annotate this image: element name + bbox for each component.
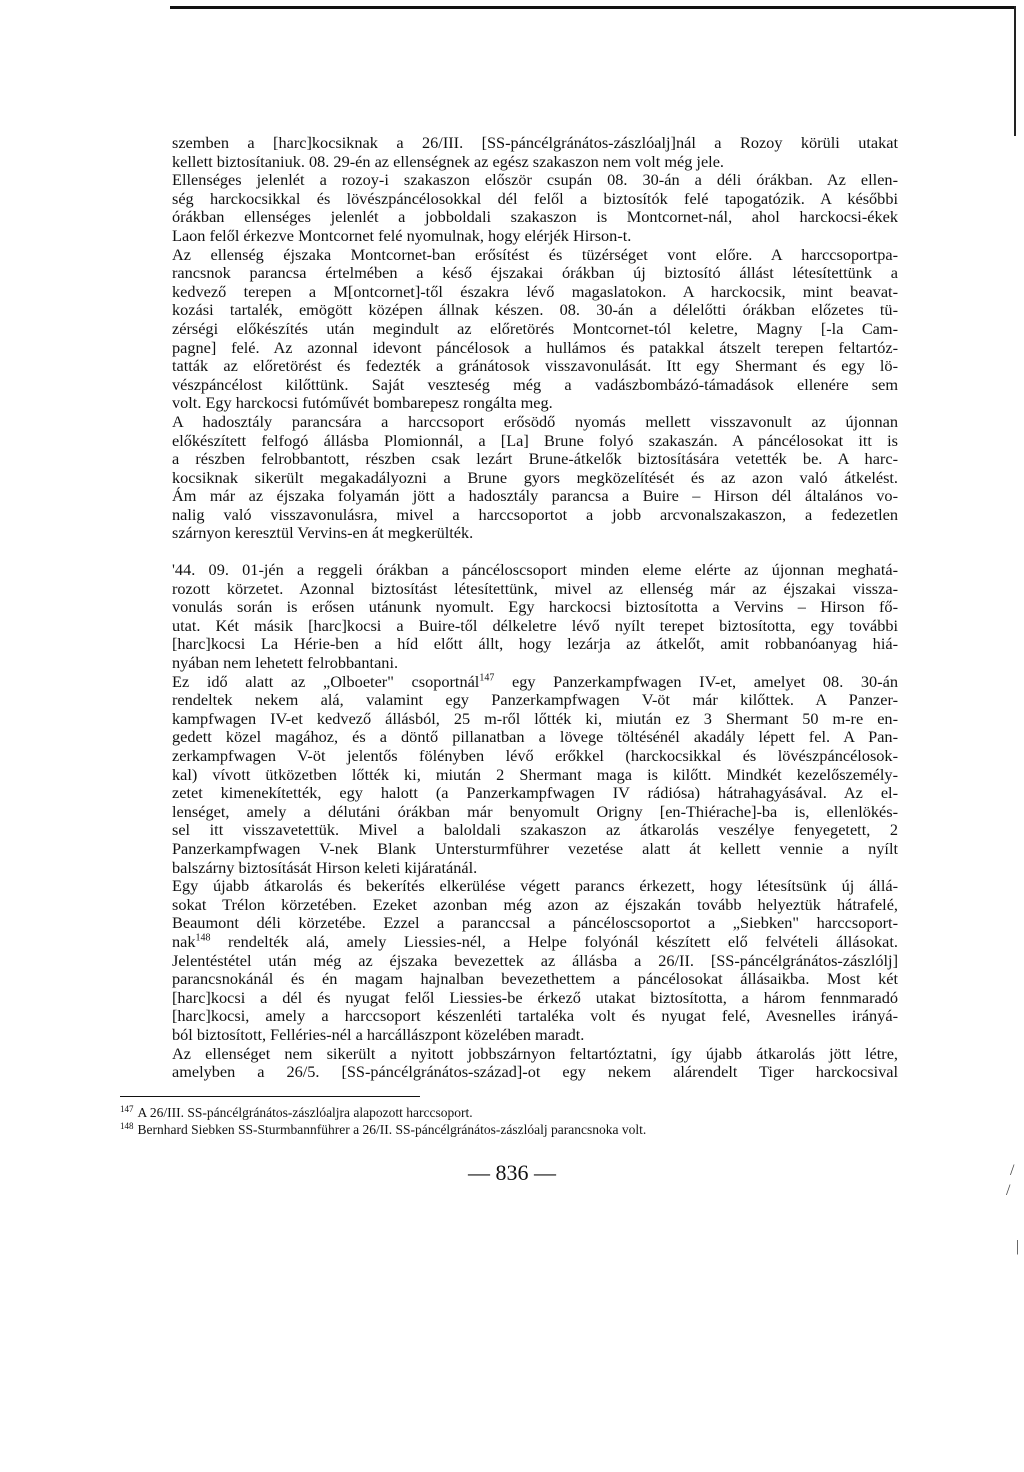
text-line: Ellenséges jelenlét a rozoy-i szakaszon először csupán 08. 30-án a déli órákban. Az ellen- bbox=[172, 170, 898, 190]
text-line: Az ellenség éjszaka Montcornet-ban erősítést és tüzérséget vont előre. A harccsoportpa- bbox=[172, 244, 898, 264]
footnote-separator bbox=[120, 1096, 420, 1097]
text-line: lenséget, amely a délutáni órákban már benyomult Origny [en-Thiérache]-ba is, ellenlökés- bbox=[172, 801, 898, 821]
footnote-ref: 148 bbox=[195, 932, 211, 944]
text-line: kedvező terepen a M[ontcornet]-től északra lévő magaslatokon. A harckocsik, mint beavat- bbox=[172, 281, 898, 301]
text-line: ség harckocsikkal és lövészpáncélosokkal dél felől a biztosítók felé tapogatózik. A későbbi bbox=[172, 188, 898, 208]
text-line: rancsnok parancsa értelmében a késő éjszakai órákban új biztosító állást létesítettünk a bbox=[172, 263, 898, 283]
text-line: órákban ellenséges jelenlét a jobboldali szakaszon is Montcornet-nál, ahol harckocsi-ékek bbox=[172, 207, 898, 227]
text-line: kocsiknak sikerült megakadályozni a Brune gyors megközelítését és az azon való átkelést. bbox=[172, 467, 898, 487]
footnote bbox=[120, 1104, 880, 1121]
text-line: Egy újabb átkarolás és bekerítés elkerülése végett parancs érkezett, hogy létesítsünk új állá- bbox=[172, 876, 898, 896]
text-line: előkészített felfogó állásba Plomionnál, a [La] Brune folyó szakaszán. A páncélosokat itt is bbox=[172, 430, 898, 450]
text-line: [harc]kocsi a dél és nyugat felől Liessies-be érkező utakat biztosította, a három fennmaradó bbox=[172, 987, 898, 1007]
text-line: utat. Két másik [harc]kocsi a Buire-től délkeletre lévő nyílt terepet biztosította, egy további bbox=[172, 615, 898, 635]
text-line: volt. Egy harckocsi futóművét bombarepesz rongálta meg. bbox=[172, 393, 553, 413]
page-number: — 836 — bbox=[468, 1160, 556, 1185]
footnote-text: Bernhard Siebken SS-Sturmbannführer a 26/II. SS-páncélgránátos-zászlóalj parancsnoka volt. bbox=[137, 1122, 647, 1137]
body-text bbox=[172, 134, 898, 1082]
paragraph-gap bbox=[172, 543, 898, 561]
footnotes bbox=[120, 1104, 880, 1138]
text-line: gedett közel magához, és a döntő pillanatban a lövege töltésénél akadály lépett fel. A Pan- bbox=[172, 727, 898, 747]
footnote bbox=[120, 1121, 880, 1138]
text-line: kellett biztosítaniuk. 08. 29-én az ellenségnek az egész szakaszon nem volt még jele. bbox=[172, 151, 725, 171]
text-line: tatták az előretörést és fedezték a gránátosok visszavonulását. Itt egy Shermant és egy lö- bbox=[172, 356, 898, 376]
text-line: sokat Trélon körzetében. Ezeket azonban még azon az éjszakán tovább helyeztük hátrafelé, bbox=[172, 894, 898, 914]
text-line: szárnyon keresztül Vervins-en át megkerülték. bbox=[172, 523, 474, 543]
footnote-number: 147 bbox=[120, 1103, 134, 1114]
text-line: zetet kimenekítették, egy halott (a Panzerkampfwagen IV rádiósa) hátrahagyásával. Az el- bbox=[172, 783, 898, 803]
margin-mark: / bbox=[1006, 1182, 1011, 1199]
text-line: szemben a [harc]kocsiknak a 26/III. [SS-páncélgránátos-zászlóalj]nál a Rozoy körüli utakat bbox=[172, 133, 898, 152]
text-line: pagne] felé. Az azonnal idevont páncélosok a hullámos és patakkal átszelt terepen feltartóz- bbox=[172, 337, 898, 357]
text-line: ból biztosított, Felléries-nél a harcállászpont közelében maradt. bbox=[172, 1024, 585, 1044]
top-border-line bbox=[170, 6, 1016, 9]
text-line: '44. 09. 01-jén a reggeli órákban a páncéloscsoport minden eleme elérte az újonnan meghatá- bbox=[172, 560, 898, 580]
text-line: kozási tartalék, emögött középen állnak készen. 08. 30-án a délelőtti órákban előzetes tü- bbox=[172, 300, 898, 320]
text-line: nalig való visszavonulásra, mivel a harccsoportot a jobb arcvonalszakaszon, a fedezetlen bbox=[172, 504, 898, 524]
text-line: rendeltek nekem alá, valamint egy Panzerkampfwagen V-öt már kilőttek. A Panzer- bbox=[172, 690, 898, 710]
text-line: balszárny biztosítását Hirson keleti kijáratánál. bbox=[172, 857, 478, 877]
footnote-number: 148 bbox=[120, 1120, 134, 1131]
text-line: sel itt visszavetettük. Mivel a baloldali szakaszon az átkarolás veszélye fenyegetett, 2 bbox=[172, 820, 898, 840]
footnote-text: A 26/III. SS-páncélgránátos-zászlóaljra alapozott harccsoport. bbox=[137, 1105, 473, 1120]
text-line: Az ellenséget nem sikerült a nyitott jobbszárnyon feltartóztatni, így újabb átkarolás jött létre, bbox=[172, 1043, 898, 1063]
text-line: nak$^{148}$ rendelték alá, amely Liessies-nél, a Helpe folyónál készített elő felvételi állásokat. bbox=[172, 931, 898, 951]
text-line: A hadosztály parancsára a harccsoport erősödő nyomás mellett visszavonult az újonnan bbox=[172, 411, 898, 431]
text-line: Jelentéstétel után még az éjszaka bevezettek az állásba a 26/II. [SS-páncélgránátos-zászlólj] bbox=[172, 950, 898, 970]
text-line: Ez idő alatt az „Olboeter" csoportnál$^{147}$ egy Panzerkampfwagen IV-et, amelyet 08. 30-án bbox=[172, 671, 898, 691]
text-line: vonulás során is erősen utánunk nyomult. Egy harckocsi biztosította a Vervins – Hirson fő- bbox=[172, 597, 898, 617]
text-line: a részben felrobbantott, részben csak lezárt Brune-átkelők biztosítására vetették be. A harc- bbox=[172, 449, 898, 469]
text-line: parancsnokánál és én magam hajnalban bevezethettem a páncélosokat állásaikba. Most két bbox=[172, 969, 898, 989]
text-line: [harc]kocsi La Hérie-ben a híd előtt állt, hogy lezárja az átkelőt, amit robbanóanyag hiá- bbox=[172, 634, 898, 654]
text-line: rozott körzetet. Azonnal biztosítást létesítettünk, mivel az ellenség már az éjszakai vissza- bbox=[172, 578, 898, 598]
text-line: Beaumont déli körzetébe. Ezzel a paranccsal a páncéloscsoportot a „Siebken" harccsoport- bbox=[172, 913, 898, 933]
text-line: Laon felől érkezve Montcornet felé nyomulnak, hogy elérjék Hirson-t. bbox=[172, 225, 632, 245]
text-line: Panzerkampfwagen V-nek Blank Untersturmführer vezetése alatt át kellett vennie a nyílt bbox=[172, 838, 898, 858]
text-line: vészpáncélost kilőttünk. Saját veszteség még a vadászbombázó-támadások ellenére sem bbox=[172, 374, 898, 394]
margin-mark: | bbox=[1016, 1238, 1020, 1255]
text-line: kal) vívott ütközetben lőtték ki, miután 2 Shermant maga is kilőtt. Mindkét kezelőszemély- bbox=[172, 764, 898, 784]
text-line: amelyben a 26/5. [SS-páncélgránátos-század]-ot egy nekem alárendelt Tiger harckocsival bbox=[172, 1062, 898, 1082]
text-line: zerkampfwagen V-öt jelentős fölényben lévő erőkkel (harckocsikkal és lövészpáncélosok- bbox=[172, 746, 898, 765]
text-line: kampfwagen IV-et kedvező állásból, 25 m-ről lőtték ki, miután ez 3 Shermant 50 m-re en- bbox=[172, 708, 898, 728]
margin-mark: / bbox=[1010, 1162, 1015, 1179]
text-line: nyában nem lehetett felrobbantani. bbox=[172, 653, 399, 673]
right-border-line bbox=[1014, 6, 1016, 136]
footnote-ref: 147 bbox=[479, 672, 495, 684]
text-line: [harc]kocsi, amely a harccsoport készenléti tartaléka volt és nyugat felé, Avesnelles irányá- bbox=[172, 1006, 898, 1026]
text-line: Ám már az éjszaka folyamán jött a hadosztály parancsa a Buire – Hirson dél általános vo- bbox=[172, 486, 898, 506]
text-line: zérségi előkészítés után megindult az előretörés Montcornet-tól keletre, Magny [-la Cam- bbox=[172, 318, 898, 338]
